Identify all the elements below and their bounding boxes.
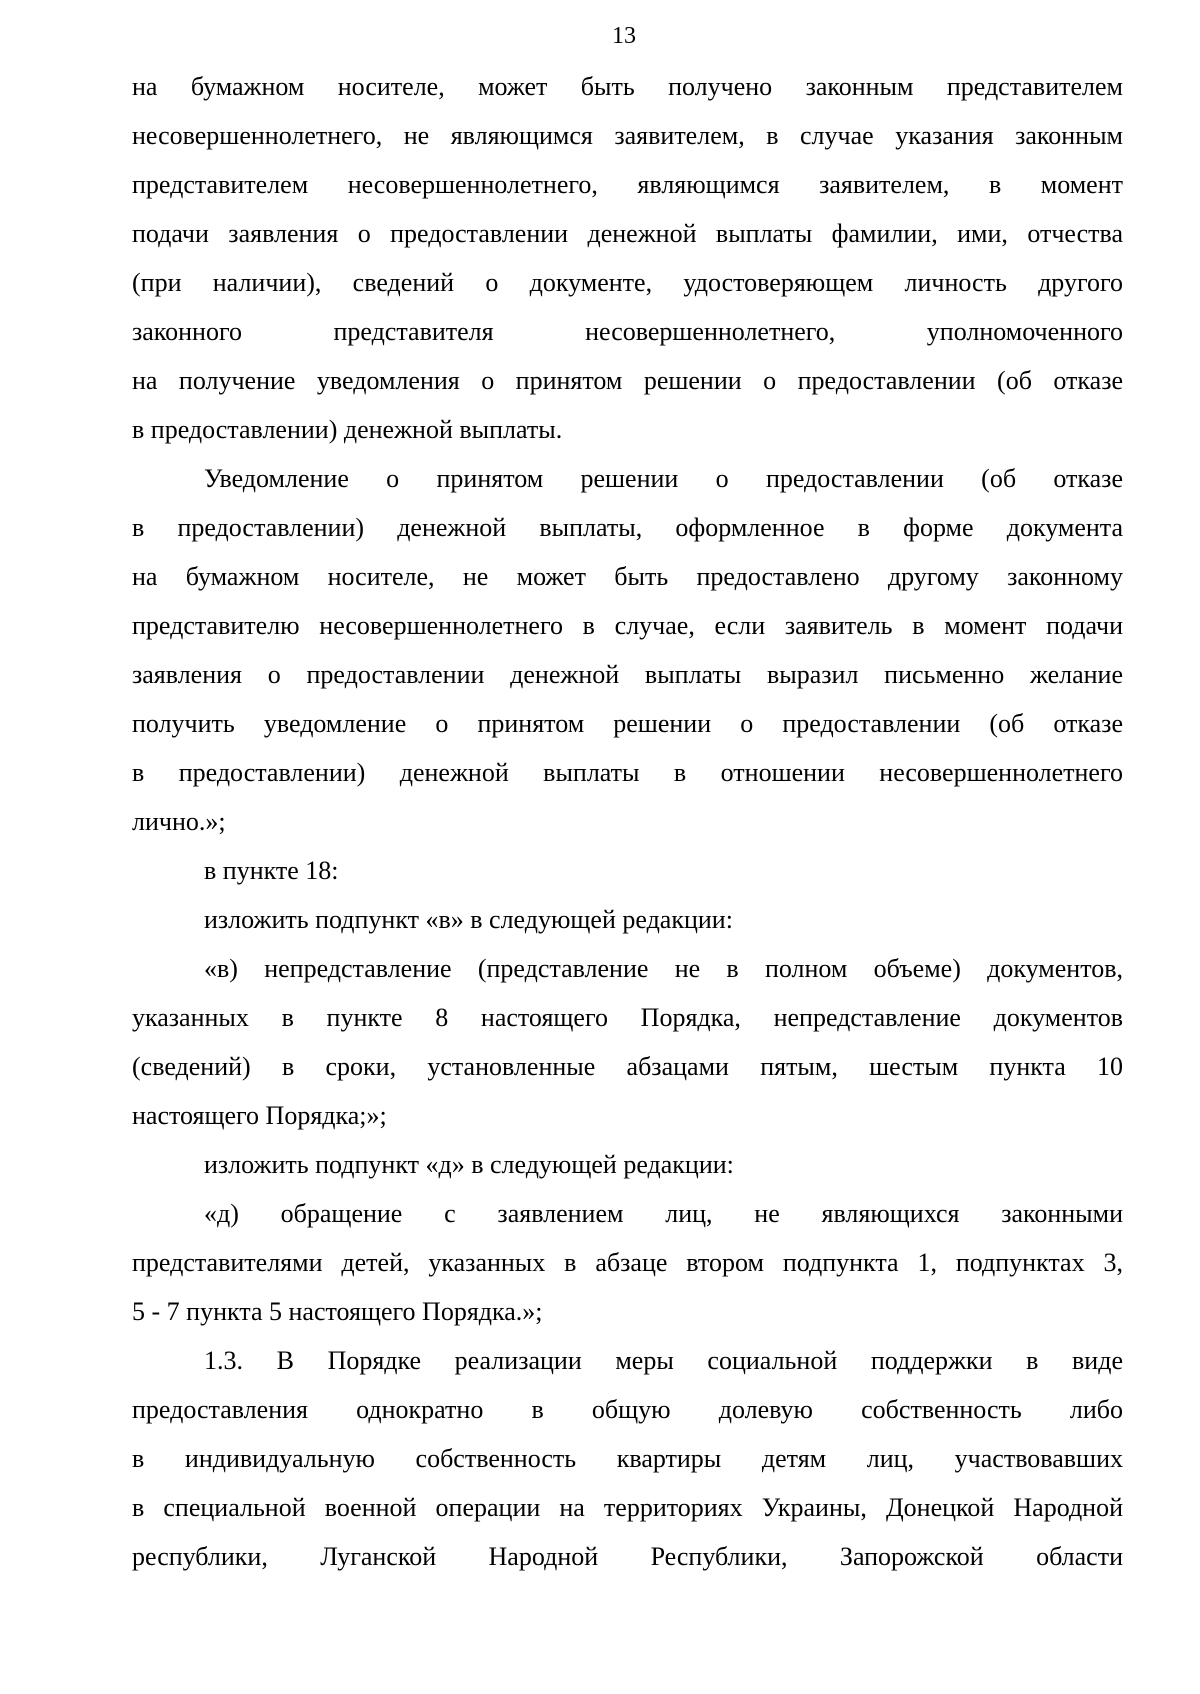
text-line: законного представителя несовершеннолетнего, уполномоченного	[132, 317, 1123, 346]
paragraph	[132, 454, 1123, 846]
text-line: 1.3. В Порядке реализации меры социальной поддержки в виде	[204, 1346, 1123, 1375]
text-line: изложить подпункт «в» в следующей редакции:	[204, 905, 733, 934]
paragraph	[132, 1336, 1123, 1581]
text-line: «в) непредставление (представление не в полном объеме) документов,	[204, 954, 1123, 983]
text-line: настоящего Порядка;»;	[132, 1101, 387, 1130]
text-line: изложить подпункт «д» в следующей редакции:	[204, 1150, 734, 1179]
text-line: (при наличии), сведений о документе, удостоверяющем личность другого	[132, 268, 1123, 297]
page-number: 13	[612, 23, 636, 49]
paragraph	[132, 62, 1123, 454]
text-line: на получение уведомления о принятом решении о предоставлении (об отказе	[132, 366, 1123, 395]
paragraph	[132, 944, 1123, 1140]
text-line: представителями детей, указанных в абзаце втором подпункта 1, подпунктах 3,	[132, 1248, 1123, 1277]
text-line: представителем несовершеннолетнего, являющимся заявителем, в момент	[132, 170, 1123, 199]
text-line: (сведений) в сроки, установленные абзацами пятым, шестым пункта 10	[132, 1052, 1123, 1081]
text-line: в пункте 18:	[204, 856, 339, 885]
text-line: на бумажном носителе, может быть получено законным представителем	[132, 72, 1123, 101]
text-line: предоставления однократно в общую долевую собственность либо	[132, 1395, 1123, 1424]
paragraph	[132, 1140, 1123, 1189]
text-line: Уведомление о принятом решении о предоставлении (об отказе	[204, 464, 1123, 493]
text-line: подачи заявления о предоставлении денежной выплаты фамилии, ими, отчества	[132, 219, 1123, 248]
text-line: в предоставлении) денежной выплаты.	[132, 415, 563, 444]
document-body	[132, 62, 1123, 1581]
text-line: представителю несовершеннолетнего в случае, если заявитель в момент подачи	[132, 611, 1123, 640]
text-line: указанных в пункте 8 настоящего Порядка, непредставление документов	[132, 1003, 1123, 1032]
text-line: «д) обращение с заявлением лиц, не являющихся законными	[204, 1199, 1123, 1228]
text-line: в специальной военной операции на территориях Украины, Донецкой Народной	[132, 1493, 1123, 1522]
text-line: в предоставлении) денежной выплаты, оформленное в форме документа	[132, 513, 1123, 542]
text-line: получить уведомление о принятом решении о предоставлении (об отказе	[132, 709, 1123, 738]
text-line: в индивидуальную собственность квартиры детям лиц, участвовавших	[132, 1444, 1123, 1473]
text-line: республики, Луганской Народной Республики, Запорожской области	[132, 1542, 1123, 1571]
text-line: на бумажном носителе, не может быть предоставлено другому законному	[132, 562, 1123, 591]
paragraph	[132, 1189, 1123, 1336]
text-line: несовершеннолетнего, не являющимся заявителем, в случае указания законным	[132, 121, 1123, 150]
paragraph	[132, 846, 1123, 895]
text-line: заявления о предоставлении денежной выплаты выразил письменно желание	[132, 660, 1123, 689]
text-line: в предоставлении) денежной выплаты в отношении несовершеннолетнего	[132, 758, 1123, 787]
text-line: 5 - 7 пункта 5 настоящего Порядка.»;	[132, 1297, 543, 1326]
text-line: лично.»;	[132, 807, 226, 836]
paragraph	[132, 895, 1123, 944]
